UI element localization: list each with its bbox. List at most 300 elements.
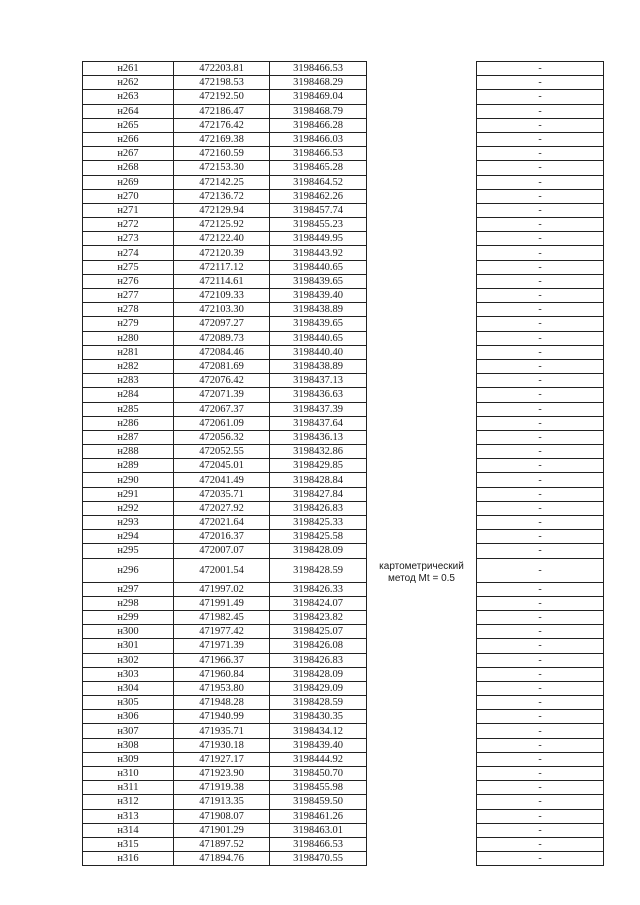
- y-coordinate-cell: 3198455.98: [270, 781, 367, 795]
- point-cell: н302: [83, 653, 174, 667]
- description-cell: -: [477, 274, 604, 288]
- method-cell: [367, 837, 477, 851]
- point-cell: н307: [83, 724, 174, 738]
- y-coordinate-cell: 3198440.40: [270, 345, 367, 359]
- table-row: [83, 582, 604, 596]
- y-coordinate-cell: 3198426.83: [270, 653, 367, 667]
- table-row: [83, 161, 604, 175]
- y-coordinate-cell: 3198465.28: [270, 161, 367, 175]
- table-row: [83, 289, 604, 303]
- description-cell: -: [477, 795, 604, 809]
- y-coordinate-cell: 3198428.59: [270, 696, 367, 710]
- description-cell: -: [477, 161, 604, 175]
- y-coordinate-cell: 3198426.08: [270, 639, 367, 653]
- point-cell: н291: [83, 487, 174, 501]
- y-coordinate-cell: 3198470.55: [270, 852, 367, 866]
- x-coordinate-cell: 471923.90: [174, 767, 270, 781]
- x-coordinate-cell: 472045.01: [174, 459, 270, 473]
- point-cell: н280: [83, 331, 174, 345]
- table-row: [83, 473, 604, 487]
- method-cell: [367, 189, 477, 203]
- method-cell: [367, 596, 477, 610]
- point-cell: н287: [83, 430, 174, 444]
- point-cell: н308: [83, 738, 174, 752]
- point-cell: н299: [83, 610, 174, 624]
- y-coordinate-cell: 3198424.07: [270, 596, 367, 610]
- description-cell: -: [477, 232, 604, 246]
- x-coordinate-cell: 472041.49: [174, 473, 270, 487]
- method-cell: [367, 90, 477, 104]
- y-coordinate-cell: 3198444.92: [270, 752, 367, 766]
- x-coordinate-cell: 472089.73: [174, 331, 270, 345]
- description-cell: -: [477, 710, 604, 724]
- table-row: [83, 767, 604, 781]
- y-coordinate-cell: 3198462.26: [270, 189, 367, 203]
- description-cell: -: [477, 738, 604, 752]
- x-coordinate-cell: 471971.39: [174, 639, 270, 653]
- table-row: [83, 530, 604, 544]
- method-cell: [367, 516, 477, 530]
- description-cell: -: [477, 653, 604, 667]
- y-coordinate-cell: 3198428.09: [270, 544, 367, 558]
- description-cell: -: [477, 430, 604, 444]
- x-coordinate-cell: 471908.07: [174, 809, 270, 823]
- x-coordinate-cell: 472129.94: [174, 203, 270, 217]
- method-cell: [367, 289, 477, 303]
- table-row: [83, 90, 604, 104]
- point-cell: н309: [83, 752, 174, 766]
- description-cell: -: [477, 218, 604, 232]
- table-row: [83, 388, 604, 402]
- x-coordinate-cell: 471930.18: [174, 738, 270, 752]
- description-cell: -: [477, 445, 604, 459]
- description-cell: -: [477, 189, 604, 203]
- table-row: [83, 837, 604, 851]
- y-coordinate-cell: 3198423.82: [270, 610, 367, 624]
- point-cell: н300: [83, 625, 174, 639]
- x-coordinate-cell: 472027.92: [174, 501, 270, 515]
- table-row: [83, 667, 604, 681]
- y-coordinate-cell: 3198449.95: [270, 232, 367, 246]
- method-cell: [367, 852, 477, 866]
- description-cell: -: [477, 544, 604, 558]
- x-coordinate-cell: 472084.46: [174, 345, 270, 359]
- y-coordinate-cell: 3198438.89: [270, 359, 367, 373]
- y-coordinate-cell: 3198439.65: [270, 317, 367, 331]
- table-row: [83, 132, 604, 146]
- y-coordinate-cell: 3198428.84: [270, 473, 367, 487]
- point-cell: н312: [83, 795, 174, 809]
- point-cell: н283: [83, 374, 174, 388]
- table-row: [83, 544, 604, 558]
- method-cell: [367, 752, 477, 766]
- x-coordinate-cell: 472114.61: [174, 274, 270, 288]
- method-cell: [367, 274, 477, 288]
- y-coordinate-cell: 3198443.92: [270, 246, 367, 260]
- description-cell: -: [477, 132, 604, 146]
- point-cell: н303: [83, 667, 174, 681]
- method-cell: [367, 809, 477, 823]
- point-cell: н267: [83, 147, 174, 161]
- x-coordinate-cell: 472067.37: [174, 402, 270, 416]
- description-cell: -: [477, 530, 604, 544]
- description-cell: -: [477, 359, 604, 373]
- method-cell: [367, 430, 477, 444]
- table-row: [83, 274, 604, 288]
- coordinates-sheet: [82, 61, 603, 865]
- y-coordinate-cell: 3198425.33: [270, 516, 367, 530]
- method-cell: [367, 246, 477, 260]
- x-coordinate-cell: 472081.69: [174, 359, 270, 373]
- method-cell: [367, 317, 477, 331]
- table-row: [83, 445, 604, 459]
- point-cell: н261: [83, 62, 174, 76]
- x-coordinate-cell: 472125.92: [174, 218, 270, 232]
- point-cell: н292: [83, 501, 174, 515]
- description-cell: -: [477, 639, 604, 653]
- point-cell: н293: [83, 516, 174, 530]
- method-cell: [367, 781, 477, 795]
- point-cell: н294: [83, 530, 174, 544]
- x-coordinate-cell: 471966.37: [174, 653, 270, 667]
- method-cell: [367, 445, 477, 459]
- x-coordinate-cell: 471940.99: [174, 710, 270, 724]
- point-cell: н290: [83, 473, 174, 487]
- table-row: [83, 62, 604, 76]
- point-cell: н314: [83, 823, 174, 837]
- method-cell: [367, 303, 477, 317]
- method-cell: [367, 530, 477, 544]
- description-cell: -: [477, 62, 604, 76]
- table-row: [83, 501, 604, 515]
- table-row: [83, 487, 604, 501]
- table-row: [83, 416, 604, 430]
- y-coordinate-cell: 3198464.52: [270, 175, 367, 189]
- y-coordinate-cell: 3198440.65: [270, 260, 367, 274]
- table-row: [83, 175, 604, 189]
- point-cell: н275: [83, 260, 174, 274]
- method-cell: [367, 681, 477, 695]
- method-cell: [367, 203, 477, 217]
- method-cell: [367, 724, 477, 738]
- point-cell: н268: [83, 161, 174, 175]
- point-cell: н301: [83, 639, 174, 653]
- table-row: [83, 516, 604, 530]
- description-cell: -: [477, 625, 604, 639]
- y-coordinate-cell: 3198466.28: [270, 118, 367, 132]
- y-coordinate-cell: 3198426.33: [270, 582, 367, 596]
- point-cell: н288: [83, 445, 174, 459]
- y-coordinate-cell: 3198461.26: [270, 809, 367, 823]
- method-cell: [367, 795, 477, 809]
- method-cell: [367, 610, 477, 624]
- description-cell: -: [477, 260, 604, 274]
- x-coordinate-cell: 472021.64: [174, 516, 270, 530]
- y-coordinate-cell: 3198466.53: [270, 147, 367, 161]
- method-line-1: картометрический: [379, 561, 464, 573]
- x-coordinate-cell: 472061.09: [174, 416, 270, 430]
- method-cell: [367, 175, 477, 189]
- description-cell: -: [477, 104, 604, 118]
- x-coordinate-cell: 472203.81: [174, 62, 270, 76]
- table-row: [83, 724, 604, 738]
- y-coordinate-cell: 3198440.65: [270, 331, 367, 345]
- method-cell: [367, 76, 477, 90]
- method-cell: [367, 501, 477, 515]
- x-coordinate-cell: 472001.54: [174, 558, 270, 582]
- y-coordinate-cell: 3198469.04: [270, 90, 367, 104]
- coordinates-table: [82, 61, 604, 866]
- x-coordinate-cell: 471960.84: [174, 667, 270, 681]
- point-cell: н310: [83, 767, 174, 781]
- description-cell: -: [477, 752, 604, 766]
- table-row: [83, 781, 604, 795]
- description-cell: -: [477, 203, 604, 217]
- description-cell: -: [477, 459, 604, 473]
- table-row: [83, 374, 604, 388]
- x-coordinate-cell: 471894.76: [174, 852, 270, 866]
- point-cell: н313: [83, 809, 174, 823]
- x-coordinate-cell: 472056.32: [174, 430, 270, 444]
- point-cell: н269: [83, 175, 174, 189]
- method-cell: [367, 767, 477, 781]
- coordinates-table-body: [83, 62, 604, 866]
- table-row: [83, 596, 604, 610]
- x-coordinate-cell: 471913.35: [174, 795, 270, 809]
- table-row: [83, 189, 604, 203]
- description-cell: -: [477, 175, 604, 189]
- y-coordinate-cell: 3198463.01: [270, 823, 367, 837]
- y-coordinate-cell: 3198459.50: [270, 795, 367, 809]
- table-row: [83, 317, 604, 331]
- x-coordinate-cell: 471991.49: [174, 596, 270, 610]
- description-cell: -: [477, 402, 604, 416]
- x-coordinate-cell: 472192.50: [174, 90, 270, 104]
- method-cell: [367, 118, 477, 132]
- y-coordinate-cell: 3198425.58: [270, 530, 367, 544]
- table-row: [83, 345, 604, 359]
- x-coordinate-cell: 472160.59: [174, 147, 270, 161]
- description-cell: -: [477, 90, 604, 104]
- point-cell: н304: [83, 681, 174, 695]
- point-cell: н274: [83, 246, 174, 260]
- table-row: [83, 610, 604, 624]
- table-row: [83, 303, 604, 317]
- method-cell: [367, 459, 477, 473]
- description-cell: -: [477, 416, 604, 430]
- y-coordinate-cell: 3198468.79: [270, 104, 367, 118]
- point-cell: н298: [83, 596, 174, 610]
- x-coordinate-cell: 471927.17: [174, 752, 270, 766]
- x-coordinate-cell: 471901.29: [174, 823, 270, 837]
- point-cell: н316: [83, 852, 174, 866]
- point-cell: н296: [83, 558, 174, 582]
- method-cell: [367, 653, 477, 667]
- y-coordinate-cell: 3198427.84: [270, 487, 367, 501]
- x-coordinate-cell: 472153.30: [174, 161, 270, 175]
- table-row: [83, 823, 604, 837]
- method-cell: [367, 710, 477, 724]
- table-row: [83, 260, 604, 274]
- x-coordinate-cell: 471897.52: [174, 837, 270, 851]
- x-coordinate-cell: 472035.71: [174, 487, 270, 501]
- point-cell: н285: [83, 402, 174, 416]
- table-row: [83, 218, 604, 232]
- description-cell: -: [477, 681, 604, 695]
- point-cell: н276: [83, 274, 174, 288]
- y-coordinate-cell: 3198439.40: [270, 289, 367, 303]
- x-coordinate-cell: 472169.38: [174, 132, 270, 146]
- x-coordinate-cell: 472176.42: [174, 118, 270, 132]
- method-cell: [367, 147, 477, 161]
- y-coordinate-cell: 3198439.65: [270, 274, 367, 288]
- method-cell: [367, 473, 477, 487]
- x-coordinate-cell: 472103.30: [174, 303, 270, 317]
- table-row: [83, 359, 604, 373]
- point-cell: н278: [83, 303, 174, 317]
- method-line-2: метод Mt = 0.5: [388, 573, 455, 585]
- table-row: [83, 430, 604, 444]
- table-row: [83, 104, 604, 118]
- point-cell: н305: [83, 696, 174, 710]
- description-cell: -: [477, 610, 604, 624]
- y-coordinate-cell: 3198438.89: [270, 303, 367, 317]
- table-row: [83, 852, 604, 866]
- table-row: [83, 795, 604, 809]
- x-coordinate-cell: 472071.39: [174, 388, 270, 402]
- x-coordinate-cell: 471997.02: [174, 582, 270, 596]
- method-cell: [367, 696, 477, 710]
- table-row: [83, 625, 604, 639]
- point-cell: н271: [83, 203, 174, 217]
- point-cell: н262: [83, 76, 174, 90]
- method-cell: [367, 232, 477, 246]
- point-cell: н306: [83, 710, 174, 724]
- description-cell: -: [477, 852, 604, 866]
- description-cell: -: [477, 837, 604, 851]
- table-row: [83, 402, 604, 416]
- method-cell: [367, 544, 477, 558]
- point-cell: н279: [83, 317, 174, 331]
- point-cell: н266: [83, 132, 174, 146]
- method-cell: [367, 218, 477, 232]
- method-cell: [367, 667, 477, 681]
- table-row: [83, 246, 604, 260]
- description-cell: -: [477, 582, 604, 596]
- description-cell: -: [477, 345, 604, 359]
- description-cell: -: [477, 374, 604, 388]
- y-coordinate-cell: 3198468.29: [270, 76, 367, 90]
- method-cell: [367, 639, 477, 653]
- y-coordinate-cell: 3198437.39: [270, 402, 367, 416]
- description-cell: -: [477, 388, 604, 402]
- x-coordinate-cell: 472109.33: [174, 289, 270, 303]
- x-coordinate-cell: 472117.12: [174, 260, 270, 274]
- table-row: [83, 459, 604, 473]
- description-cell: -: [477, 317, 604, 331]
- y-coordinate-cell: 3198428.09: [270, 667, 367, 681]
- method-cell: [367, 625, 477, 639]
- point-cell: н272: [83, 218, 174, 232]
- point-cell: н273: [83, 232, 174, 246]
- description-cell: -: [477, 596, 604, 610]
- y-coordinate-cell: 3198466.53: [270, 837, 367, 851]
- y-coordinate-cell: 3198457.74: [270, 203, 367, 217]
- point-cell: н311: [83, 781, 174, 795]
- table-row: [83, 639, 604, 653]
- description-cell: -: [477, 696, 604, 710]
- y-coordinate-cell: 3198436.13: [270, 430, 367, 444]
- method-cell: [367, 104, 477, 118]
- point-cell: н270: [83, 189, 174, 203]
- point-cell: н281: [83, 345, 174, 359]
- method-cell: [367, 132, 477, 146]
- y-coordinate-cell: 3198430.35: [270, 710, 367, 724]
- table-row: [83, 558, 604, 582]
- table-row: [83, 738, 604, 752]
- method-cell: [367, 388, 477, 402]
- x-coordinate-cell: 471977.42: [174, 625, 270, 639]
- table-row: [83, 653, 604, 667]
- method-cell: [367, 402, 477, 416]
- table-row: [83, 118, 604, 132]
- point-cell: н286: [83, 416, 174, 430]
- table-row: [83, 331, 604, 345]
- table-row: [83, 232, 604, 246]
- x-coordinate-cell: 471953.80: [174, 681, 270, 695]
- description-cell: -: [477, 487, 604, 501]
- x-coordinate-cell: 472186.47: [174, 104, 270, 118]
- point-cell: н289: [83, 459, 174, 473]
- table-row: [83, 710, 604, 724]
- point-cell: н284: [83, 388, 174, 402]
- description-cell: -: [477, 767, 604, 781]
- y-coordinate-cell: 3198429.09: [270, 681, 367, 695]
- table-row: [83, 696, 604, 710]
- method-cell: [367, 260, 477, 274]
- y-coordinate-cell: 3198436.63: [270, 388, 367, 402]
- x-coordinate-cell: 471948.28: [174, 696, 270, 710]
- x-coordinate-cell: 472016.37: [174, 530, 270, 544]
- description-cell: -: [477, 331, 604, 345]
- description-cell: -: [477, 823, 604, 837]
- description-cell: -: [477, 516, 604, 530]
- point-cell: н264: [83, 104, 174, 118]
- x-coordinate-cell: 472097.27: [174, 317, 270, 331]
- description-cell: -: [477, 724, 604, 738]
- x-coordinate-cell: 472007.07: [174, 544, 270, 558]
- x-coordinate-cell: 472198.53: [174, 76, 270, 90]
- description-cell: -: [477, 473, 604, 487]
- table-row: [83, 681, 604, 695]
- method-cell: [367, 738, 477, 752]
- description-cell: -: [477, 118, 604, 132]
- description-cell: -: [477, 147, 604, 161]
- method-cell: [367, 416, 477, 430]
- x-coordinate-cell: 471982.45: [174, 610, 270, 624]
- y-coordinate-cell: 3198428.59: [270, 558, 367, 582]
- method-cell: [367, 823, 477, 837]
- description-cell: -: [477, 558, 604, 582]
- x-coordinate-cell: 472052.55: [174, 445, 270, 459]
- y-coordinate-cell: 3198437.64: [270, 416, 367, 430]
- method-label: [367, 558, 477, 585]
- x-coordinate-cell: 472076.42: [174, 374, 270, 388]
- point-cell: н295: [83, 544, 174, 558]
- point-cell: н277: [83, 289, 174, 303]
- table-row: [83, 752, 604, 766]
- y-coordinate-cell: 3198439.40: [270, 738, 367, 752]
